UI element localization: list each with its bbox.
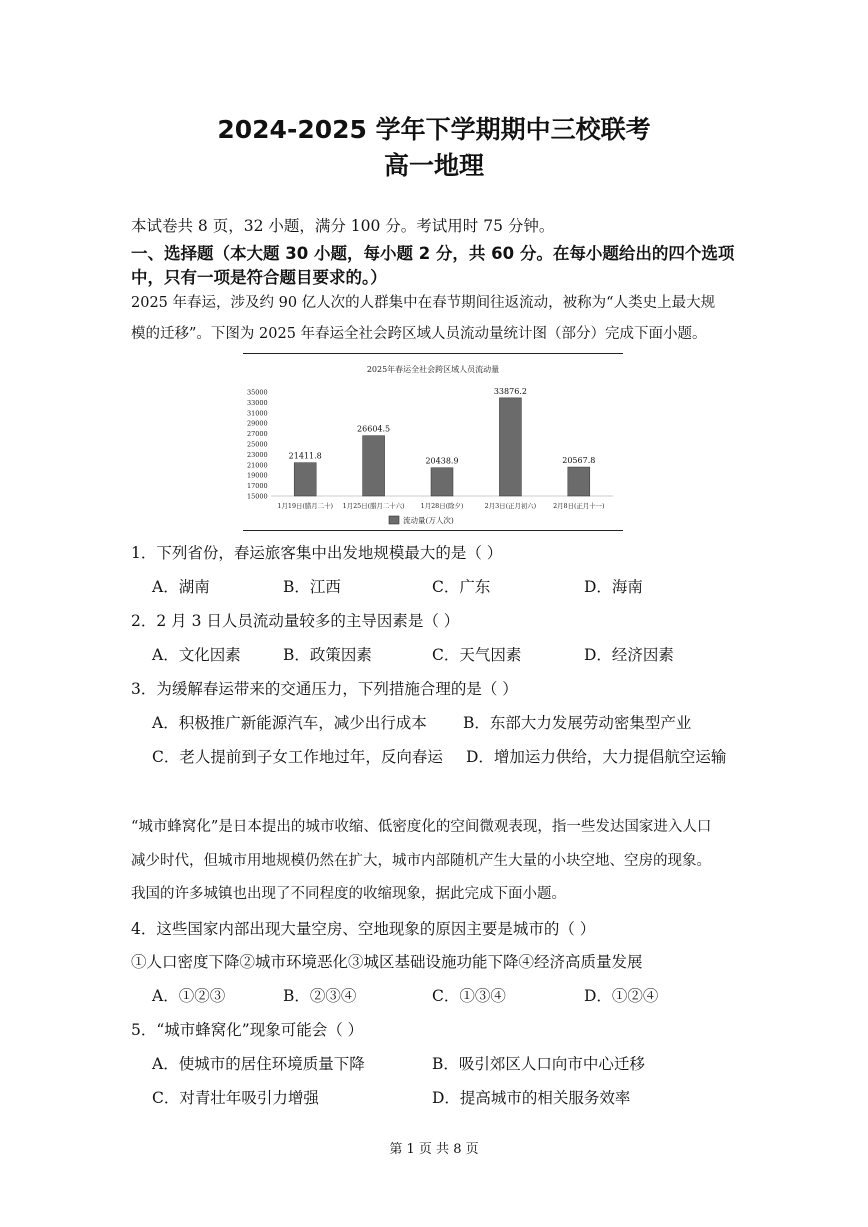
bar-chart-svg (243, 354, 623, 530)
q3-option-a[interactable]: A．积极推广新能源汽车，减少出行成本 (152, 714, 427, 732)
y-tick-label: 17000 (247, 482, 268, 491)
passage2-line3: 我国的许多城镇也出现了不同程度的收缩现象，据此完成下面小题。 (131, 886, 566, 902)
q2-option-b[interactable]: B．政策因素 (283, 646, 372, 664)
exam-instructions: 本试卷共 8 页，32 小题，满分 100 分。考试用时 75 分钟。 (131, 217, 555, 235)
bar-value-label: 33876.2 (493, 386, 527, 396)
q3-option-d[interactable]: D．增加运力供给，大力提倡航空运输 (466, 748, 727, 766)
q3-option-c[interactable]: C．老人提前到子女工作地过年，反向春运 (152, 748, 443, 766)
q5-option-b[interactable]: B．吸引郊区人口向市中心迁移 (432, 1055, 645, 1073)
q1-option-a[interactable]: A．湖南 (152, 578, 210, 596)
exam-subject: 高一地理 (383, 151, 484, 180)
q4-option-c[interactable]: C．①③④ (432, 987, 506, 1005)
bar (431, 468, 453, 496)
q5-option-d[interactable]: D．提高城市的相关服务效率 (432, 1089, 631, 1107)
q4-option-b[interactable]: B．②③④ (283, 987, 357, 1005)
y-tick-label: 23000 (247, 450, 268, 459)
bar-value-label: 26604.5 (357, 424, 391, 434)
bar (363, 436, 385, 496)
q3-option-b[interactable]: B．东部大力发展劳动密集型产业 (463, 714, 692, 732)
passage1-line2: 模的迁移”。下图为 2025 年春运全社会跨区域人员流动量统计图（部分）完成下面小题。 (131, 326, 707, 342)
page-footer: 第 1 页 共 8 页 (389, 1142, 479, 1157)
bar (568, 467, 590, 496)
x-tick-label: 1月19日(腊月二十) (277, 502, 333, 510)
q1-stem: 1．下列省份，春运旅客集中出发地规模最大的是（ ） (131, 544, 503, 562)
section-heading-line1: 一、选择题（本大题 30 小题，每小题 2 分，共 60 分。在每小题给出的四个选项 (131, 244, 735, 263)
q2-option-c[interactable]: C．天气因素 (432, 646, 522, 664)
q1-option-c[interactable]: C．广东 (432, 578, 491, 596)
exam-title: 2024-2025 学年下学期期中三校联考 (217, 115, 651, 144)
y-tick-label: 27000 (247, 430, 268, 439)
q5-option-a[interactable]: A．使城市的居住环境质量下降 (152, 1055, 365, 1073)
q4-stem: 4．这些国家内部出现大量空房、空地现象的原因主要是城市的（ ） (131, 920, 596, 938)
q1-option-b[interactable]: B．江西 (283, 578, 341, 596)
section-heading-line2: 中，只有一项是符合题目要求的。） (131, 268, 387, 287)
y-tick-label: 19000 (247, 471, 268, 480)
y-tick-label: 33000 (247, 398, 268, 407)
q4-option-d[interactable]: D．①②④ (584, 987, 659, 1005)
passage2-line2: 减少时代，但城市用地规模仍然在扩大，城市内部随机产生大量的小块空地、空房的现象。 (131, 853, 711, 869)
x-tick-label: 1月28日(除夕) (420, 502, 464, 510)
y-tick-label: 29000 (247, 419, 268, 428)
chart-title: 2025年春运全社会跨区域人员流动量 (366, 365, 500, 374)
bar (499, 398, 521, 496)
x-tick-label: 1月25日(腊月二十六) (342, 502, 405, 510)
passage1-line1: 2025 年春运，涉及约 90 亿人次的人群集中在春节期间往返流动，被称为“人类史上最大规 (131, 295, 716, 311)
y-tick-label: 25000 (247, 440, 268, 449)
q3-stem: 3．为缓解春运带来的交通压力，下列措施合理的是（ ） (131, 680, 518, 698)
y-tick-label: 35000 (247, 388, 268, 397)
q4-option-a[interactable]: A．①②③ (152, 987, 226, 1005)
legend-label: 流动量(万人次) (403, 516, 454, 525)
x-tick-label: 2月3日(正月初六) (484, 502, 537, 510)
bar (294, 463, 316, 496)
q4-items: ①人口密度下降②城市环境恶化③城区基础设施功能下降④经济高质量发展 (131, 953, 643, 971)
bar-value-label: 21411.8 (288, 451, 322, 461)
bar-value-label: 20438.9 (425, 456, 459, 466)
x-tick-label: 2月8日(正月十一) (553, 502, 605, 510)
q1-option-d[interactable]: D．海南 (584, 578, 643, 596)
y-tick-label: 21000 (247, 461, 268, 470)
q5-option-c[interactable]: C．对青壮年吸引力增强 (152, 1089, 319, 1107)
y-tick-label: 15000 (247, 492, 268, 501)
q2-stem: 2．2 月 3 日人员流动量较多的主导因素是（ ） (131, 612, 460, 630)
q2-option-d[interactable]: D．经济因素 (584, 646, 674, 664)
y-tick-label: 31000 (247, 409, 268, 418)
bar-chart (243, 353, 623, 531)
q5-stem: 5．“城市蜂窝化”现象可能会（ ） (131, 1021, 364, 1039)
legend-swatch (389, 516, 399, 524)
passage2-line1: “城市蜂窝化”是日本提出的城市收缩、低密度化的空间微观表现，指一些发达国家进入人口 (131, 819, 712, 835)
q2-option-a[interactable]: A．文化因素 (152, 646, 241, 664)
bar-value-label: 20567.8 (562, 456, 596, 466)
